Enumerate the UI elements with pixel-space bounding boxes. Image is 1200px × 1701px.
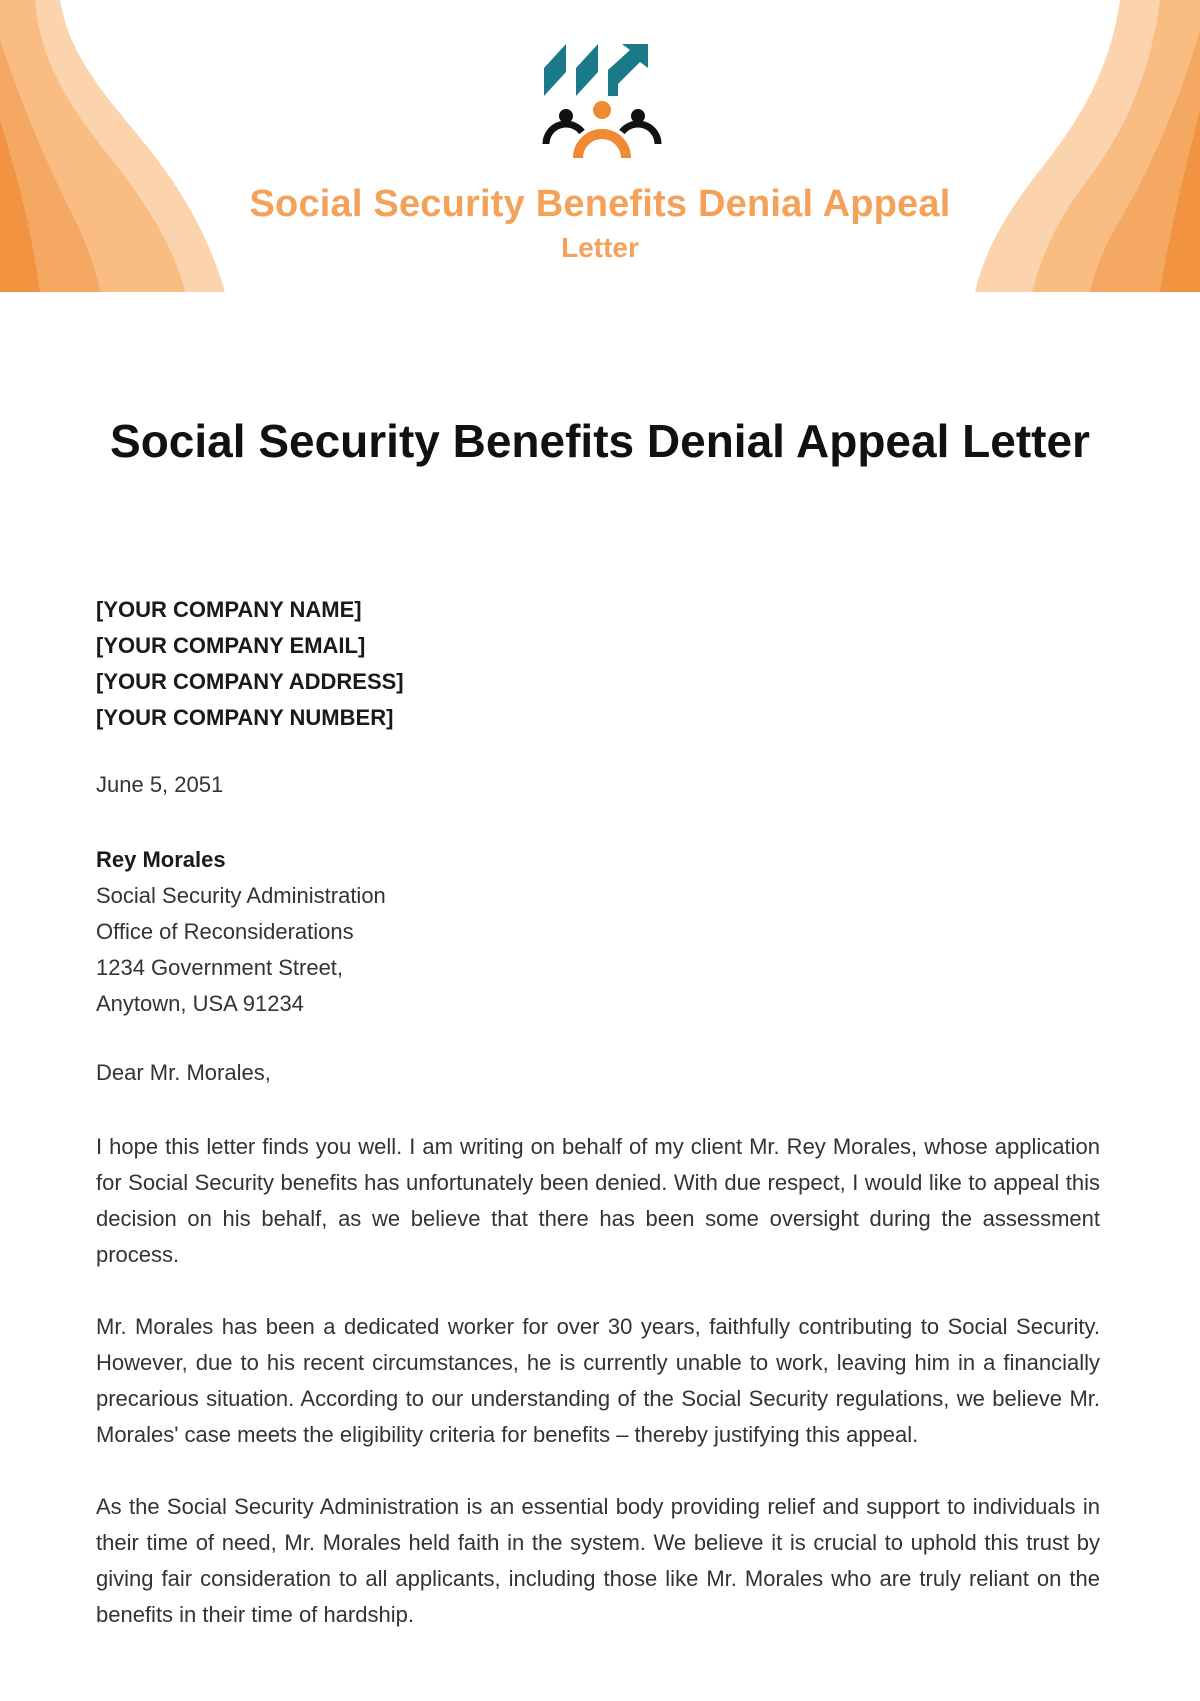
- document-title: Social Security Benefits Denial Appeal Letter: [110, 415, 1090, 467]
- recipient-street: 1234 Government Street,: [96, 955, 344, 980]
- recipient-name: Rey Morales: [96, 847, 226, 872]
- letter-body: [96, 1129, 1100, 1669]
- brand-subtitle: Letter: [561, 232, 639, 263]
- company-address: [YOUR COMPANY ADDRESS]: [96, 669, 404, 694]
- letter-date: June 5, 2051: [96, 772, 224, 797]
- recipient-organization: Social Security Administration: [96, 883, 386, 908]
- body-paragraph: As the Social Security Administration is an essential body providing relief and support to individuals in their time of need, Mr. Morales held faith in the system. We believe it is crucial to uphold this trust by giving fair consideration to all applicants, including those like Mr. Morales who are truly reliant on the benefits in their time of hardship.: [96, 1494, 1100, 1627]
- company-info: [96, 592, 796, 736]
- recipient-office: Office of Reconsiderations: [96, 919, 354, 944]
- recipient-city: Anytown, USA 91234: [96, 991, 304, 1016]
- body-paragraph: I hope this letter finds you well. I am writing on behalf of my client Mr. Rey Morales, whose application for Social Security benefits has unfortunately been denied. With due respect, I would like to appeal this decision on his behalf, as we believe that there has been some oversight during the assessment process.: [96, 1134, 1100, 1267]
- growth-people-logo-icon: [538, 40, 666, 164]
- body-paragraph: Mr. Morales has been a dedicated worker for over 30 years, faithfully contributing to Social Security. However, due to his recent circumstances, he is currently unable to work, leaving him in a financially precarious situation. According to our understanding of the Social Security regulations, we believe Mr. Morales' case meets the eligibility criteria for benefits – thereby justifying this appeal.: [96, 1314, 1100, 1447]
- letterhead: [0, 0, 1200, 292]
- salutation: Dear Mr. Morales,: [96, 1060, 271, 1085]
- recipient-block: [96, 842, 796, 1022]
- company-number: [YOUR COMPANY NUMBER]: [96, 705, 394, 730]
- company-name: [YOUR COMPANY NAME]: [96, 597, 362, 622]
- brand-title: Social Security Benefits Denial Appeal: [249, 183, 951, 225]
- company-email: [YOUR COMPANY EMAIL]: [96, 633, 366, 658]
